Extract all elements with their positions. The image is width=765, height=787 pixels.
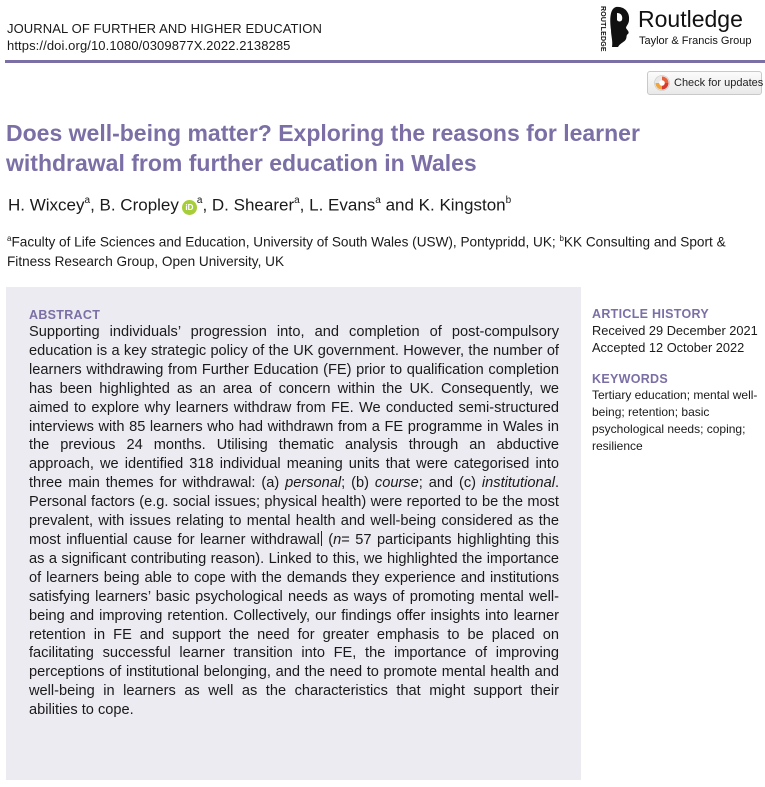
author-name[interactable]: L. Evans — [309, 195, 376, 215]
header-divider — [5, 60, 765, 63]
affiliation-mark: a — [196, 195, 203, 206]
article-history-heading: ARTICLE HISTORY — [592, 307, 710, 321]
text-cursor — [321, 531, 322, 546]
affiliation-mark: a — [375, 195, 381, 206]
author-name[interactable]: B. Cropley — [99, 195, 179, 215]
received-date: Received 29 December 2021 — [592, 323, 758, 338]
author-name[interactable]: K. Kingston — [418, 195, 506, 215]
affiliation-text: KK Consulting and Sport & Fitness Research Group, Open University, UK — [7, 234, 726, 269]
check-updates-label: Check for updates — [674, 77, 764, 89]
abstract-text: Supporting individuals’ progression into, and completion of post-compulsory education is a key strategic policy of the UK government. However, the number of learners withdrawing from Further Education (FE) prior to qualification completion has been highlighted as an area of concern within the UK. Consequently, we aimed to explore why learners withdraw from FE. We conducted semi-structured interviews with 85 learners who had withdrawn from a FE programme in Wales in the previous 24 months. Utilising thematic analysis through an abductive approach, we identified 318 individual meaning units that were categorised into three main themes for withdrawal: (a) personal; (b) course; and (c) institutional. Personal factors (e.g. social issues; physical health) were reported to be the most prevalent, with issues relating to mental health and well-being considered as the most influential cause for learner withdrawal (n= 57 participants highlighting this as a significant contributing reason). Linked to this, we highlighted the importance of learners being able to cope with the demands they experience and institutions satisfying learners’ basic psychological needs as ways of promoting mental well-being and improving retention. Collectively, our findings offer insights into learner retention in FE and support the need for greater emphasis to be placed on facilitating successful learner transition into FE, the importance of improving perceptions of institutional belonging, and the need to promote mental health and well-being in learners as well as the characteristics that might support their abilities to cope. — [29, 324, 560, 719]
publisher-vertical-text: ROUTLEDGE — [599, 6, 606, 52]
article-history — [592, 306, 764, 356]
publisher-subname: Taylor & Francis Group — [639, 35, 752, 47]
affiliation-mark: a — [7, 234, 12, 243]
article-title: Does well-being matter? Exploring the reasons for learner withdrawal from further education in Wales — [6, 120, 640, 176]
affiliation-mark: b — [505, 195, 512, 206]
affiliation-mark: a — [294, 195, 300, 206]
affiliation-mark: a — [84, 195, 91, 206]
orcid-icon[interactable]: iD — [182, 200, 197, 215]
routledge-head-icon — [608, 5, 632, 49]
keywords-section — [592, 371, 764, 455]
accepted-date: Accepted 12 October 2022 — [592, 340, 745, 355]
publisher-logo — [597, 3, 765, 51]
author-name[interactable]: H. Wixcey — [8, 195, 85, 215]
affiliations — [7, 229, 765, 271]
author-name[interactable]: D. Shearer — [211, 195, 295, 215]
affiliation-mark: b — [559, 234, 564, 243]
publisher-name: Routledge — [638, 6, 743, 32]
check-for-updates-button[interactable] — [647, 71, 762, 95]
keywords-heading: KEYWORDS — [592, 372, 669, 386]
journal-name: JOURNAL OF FURTHER AND HIGHER EDUCATION — [7, 21, 322, 36]
affiliation-text: Faculty of Life Sciences and Education, University of South Wales (USW), Pontypridd, UK; — [11, 234, 560, 250]
check-updates-icon — [654, 75, 670, 91]
doi-link[interactable]: https://doi.org/10.1080/0309877X.2022.2138285 — [7, 38, 291, 53]
journal-header — [7, 20, 322, 54]
author-list: H. Wixcey$^a$, B. Cropley $iD^a$, D. Shearer$^a$, L. Evans$^a$ and K. Kingston$^b$ — [8, 195, 512, 215]
keywords-text: Tertiary education; mental well-being; retention; basic psychological needs; coping; resilience — [592, 388, 758, 453]
abstract-heading: ABSTRACT — [29, 308, 101, 322]
